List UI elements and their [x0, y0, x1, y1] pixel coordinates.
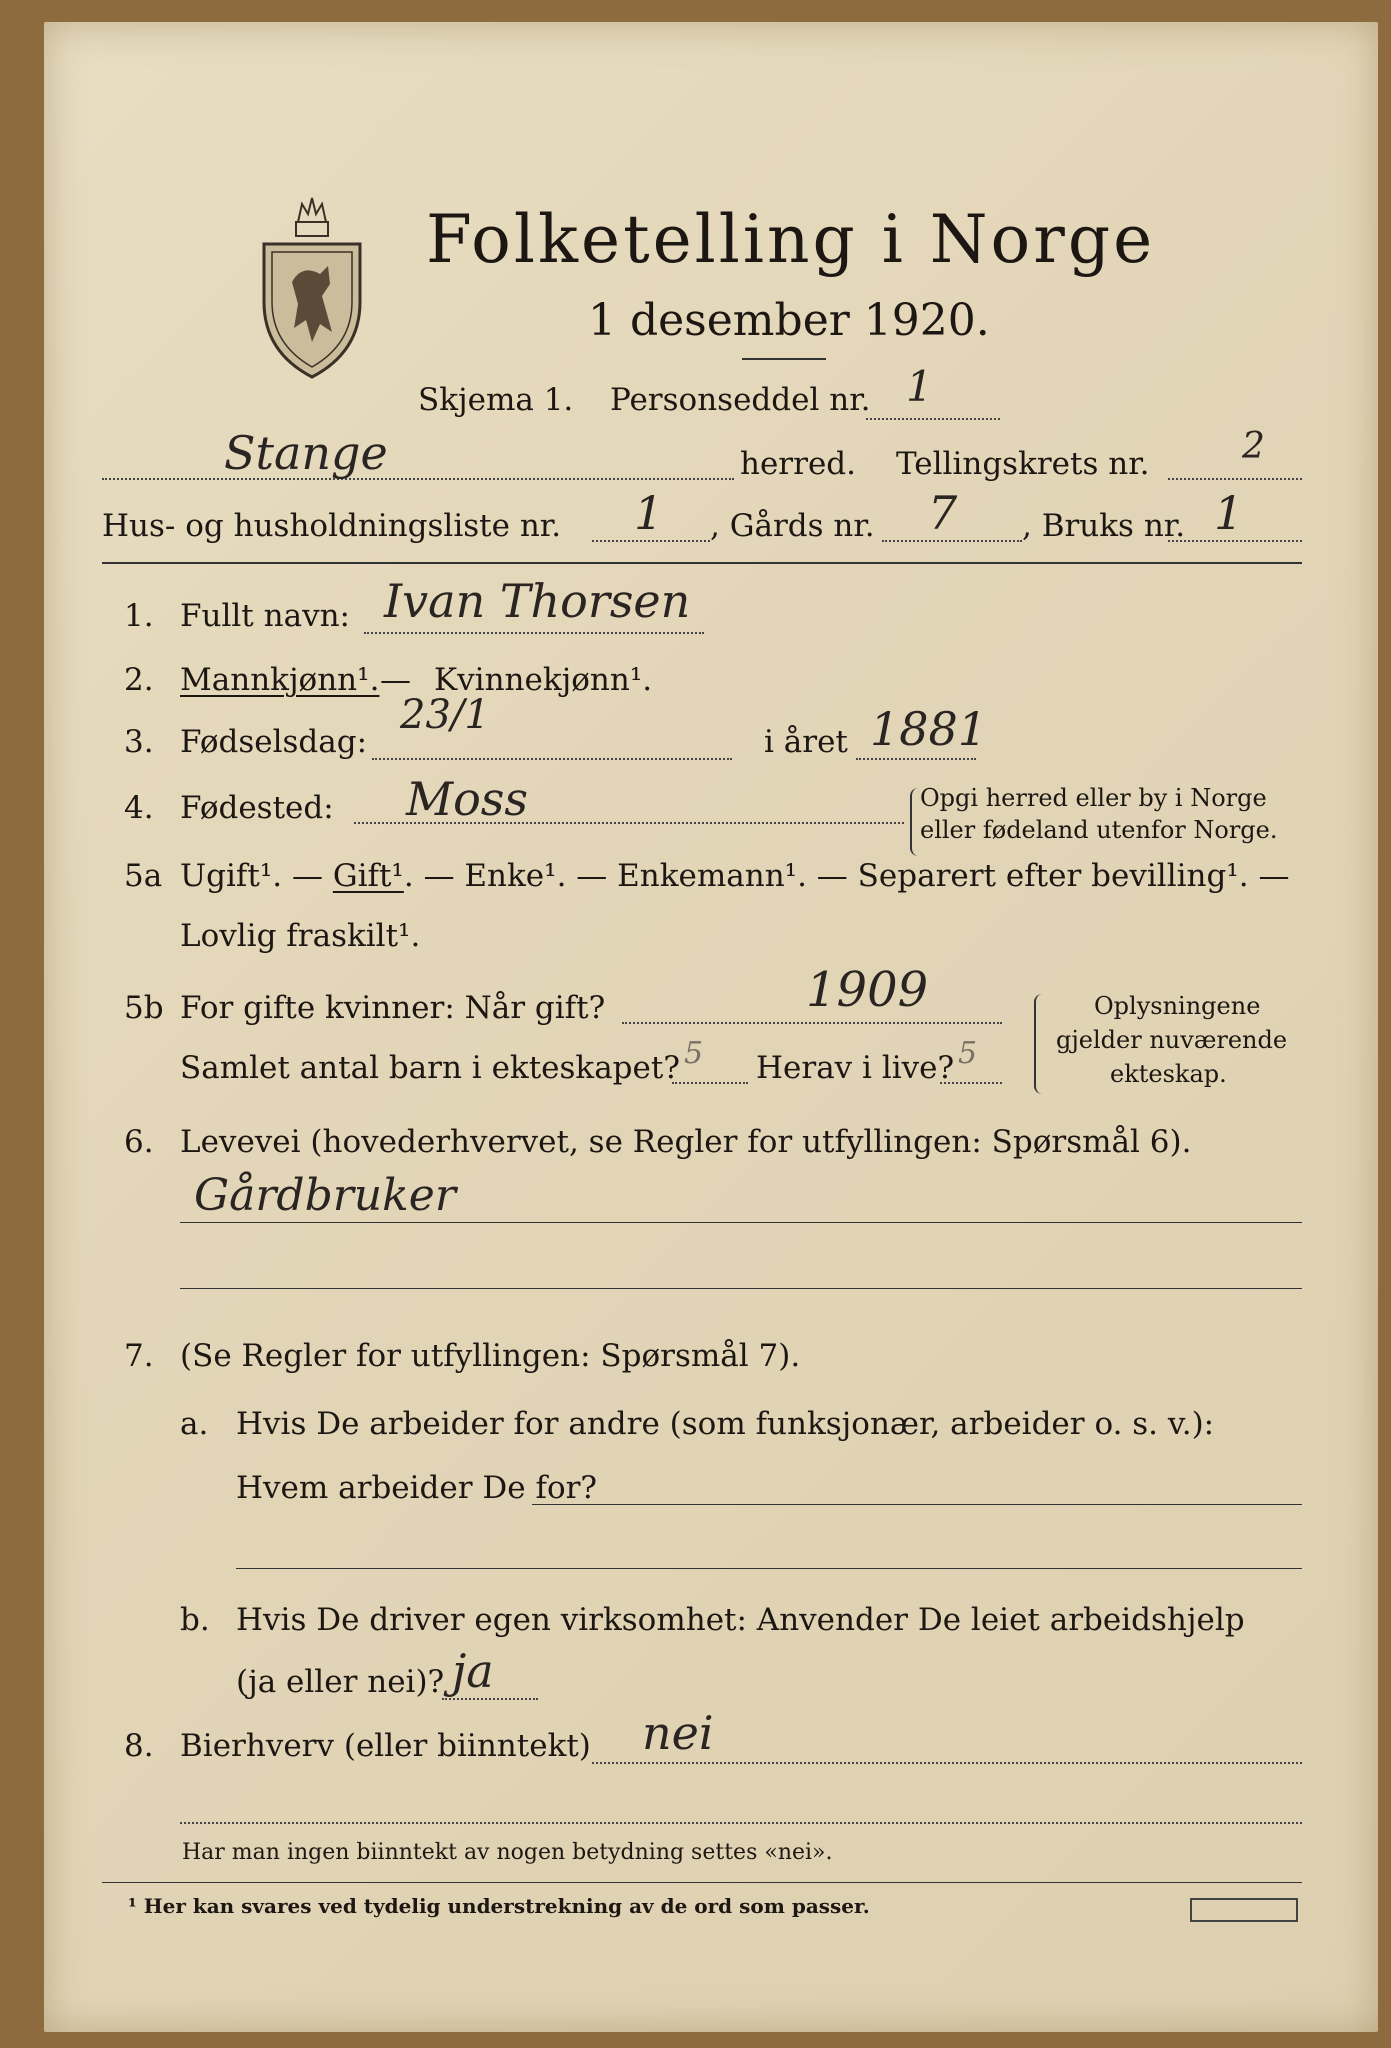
gards-value: 7 — [928, 486, 958, 540]
q5b-alive-value: 5 — [958, 1036, 978, 1071]
q5a-divorced-option: Lovlig fraskilt¹. — [180, 918, 421, 954]
census-form — [44, 22, 1378, 2032]
q5b-note-line3: ekteskap. — [1110, 1060, 1227, 1088]
q3-birthday-value: 23/1 — [400, 692, 490, 738]
q5b-alive-label: Herav i live? — [756, 1050, 955, 1086]
q4-birthplace-value: Moss — [406, 772, 529, 826]
no-income-note: Har man ingen biinntekt av nogen betydning settes «nei». — [182, 1840, 833, 1865]
q5a-married-option: Gift¹ — [332, 858, 404, 894]
q2-male-option: Mannkjønn¹. — [180, 662, 380, 698]
q6-number: 6. — [124, 1124, 154, 1160]
q3-label: Fødselsdag: — [180, 724, 368, 760]
q7a-employer-label: Hvem arbeider De for? — [236, 1470, 598, 1506]
q2-separator: — — [380, 662, 411, 698]
tellingskrets-label: Tellingskrets nr. — [896, 446, 1150, 482]
personseddel-label: Personseddel nr. — [610, 382, 871, 418]
q1-number: 1. — [124, 598, 154, 634]
q5b-note-line2: gjelder nuværende — [1056, 1026, 1288, 1054]
q5b-number: 5b — [124, 990, 164, 1026]
q1-full-name-value: Ivan Thorsen — [384, 574, 691, 628]
q5a-other-options: . — Enke¹. — Enkemann¹. — Separert efter bevilling¹. — — [403, 858, 1290, 894]
q5b-note-line1: Oplysningene — [1094, 992, 1261, 1020]
q6-label: Levevei (hovederhvervet, se Regler for utfyllingen: Spørsmål 6). — [180, 1124, 1192, 1160]
q7-number: 7. — [124, 1338, 154, 1374]
q5b-married-year-value: 1909 — [806, 962, 929, 1018]
q7a-letter: a. — [180, 1406, 209, 1442]
q3-year-value: 1881 — [870, 702, 988, 756]
q8-side-income-value: nei — [642, 1706, 714, 1760]
tellingskrets-value: 2 — [1242, 426, 1265, 467]
q5a-unmarried-option: Ugift¹. — — [180, 858, 333, 894]
q3-year-label: i året — [764, 724, 848, 760]
hus-value: 1 — [634, 486, 664, 540]
q5a-options — [180, 858, 1289, 894]
hus-label: Hus- og husholdningsliste nr. — [102, 508, 562, 544]
q2-female-option: Kvinnekjønn¹. — [434, 662, 653, 698]
q7-label: (Se Regler for utfyllingen: Spørsmål 7). — [180, 1338, 801, 1374]
gards-label: , Gårds nr. — [710, 508, 875, 544]
q7a-label: Hvis De arbeider for andre (som funksjonær, arbeider o. s. v.): — [236, 1406, 1215, 1442]
title-rule — [742, 358, 826, 360]
q4-label: Fødested: — [180, 790, 334, 826]
section-rule — [102, 562, 1302, 564]
q4-number: 4. — [124, 790, 154, 826]
q2-number: 2. — [124, 662, 154, 698]
q6-occupation-value: Gårdbruker — [194, 1170, 456, 1221]
q5b-label: For gifte kvinner: Når gift? — [180, 990, 606, 1026]
q4-note-line2: eller fødeland utenfor Norge. — [920, 816, 1278, 844]
herred-label: herred. — [740, 446, 856, 482]
footnote: ¹ Her kan svares ved tydelig understrekning av de ord som passer. — [128, 1894, 870, 1918]
q5b-children-value: 5 — [684, 1036, 704, 1071]
q1-label: Fullt navn: — [180, 598, 350, 634]
q8-label: Bierhverv (eller biinntekt) — [180, 1728, 591, 1764]
q7b-letter: b. — [180, 1602, 210, 1638]
q8-number: 8. — [124, 1728, 154, 1764]
bruks-label: , Bruks nr. — [1022, 508, 1186, 544]
form-date: 1 desember 1920. — [588, 295, 990, 346]
form-title: Folketelling i Norge — [426, 201, 1156, 278]
printer-stamp — [1190, 1898, 1298, 1922]
coat-of-arms-icon — [258, 192, 366, 382]
q7b-label: Hvis De driver egen virksomhet: Anvender De leiet arbeidshjelp — [236, 1602, 1245, 1638]
q7b-hired-help-label: (ja eller nei)? — [236, 1664, 445, 1700]
q4-note-line1: Opgi herred eller by i Norge — [920, 784, 1267, 812]
herred-value: Stange — [224, 426, 388, 480]
q5b-children-label: Samlet antal barn i ekteskapet? — [180, 1050, 680, 1086]
q5a-number: 5a — [124, 858, 163, 894]
personseddel-value: 1 — [906, 362, 933, 411]
q7b-hired-help-value: ja — [452, 1644, 494, 1698]
q7a-employer-field — [532, 1504, 1302, 1505]
q3-number: 3. — [124, 724, 154, 760]
bruks-value: 1 — [1214, 486, 1244, 540]
schema-label: Skjema 1. — [418, 382, 574, 418]
